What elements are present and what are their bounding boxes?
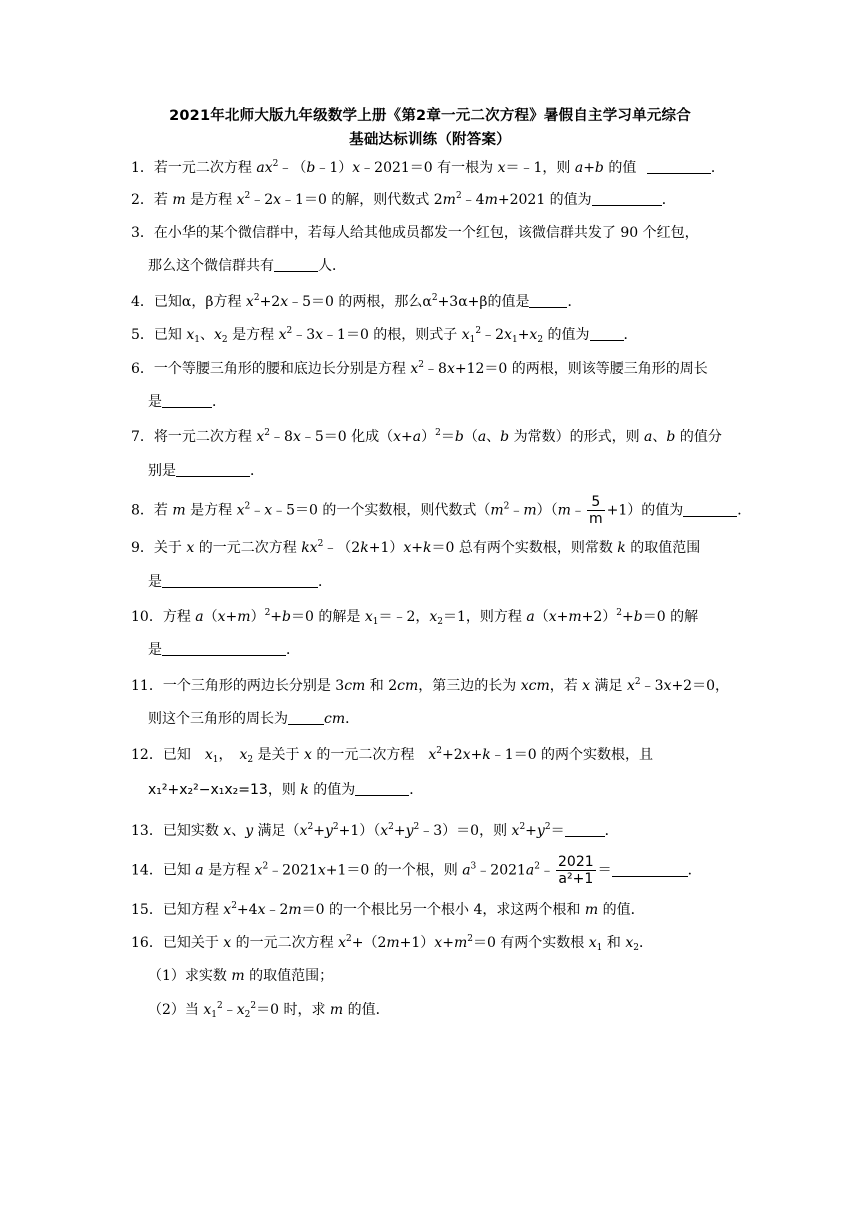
answer-blank[interactable] xyxy=(162,393,212,408)
answer-blank[interactable] xyxy=(592,191,662,206)
fraction: $\frac{5}{m}$ xyxy=(588,494,603,527)
problem-3: 3．在小华的某个微信群中，若每人给其他成员都发一个红包，该微信群共发了 90 个红包， xyxy=(131,225,699,241)
problem-4: 4．已知α，β方程 $x^2+2x﹣5=0$ 的两根，那么$\alpha^2+3\alpha+\beta$的值是 ． xyxy=(131,293,582,310)
problem-number: 1． xyxy=(131,160,154,176)
problem-8: 8．若 m 是方程 $x^2﹣x﹣5=0$ 的一个实数根，则代数式$(m^2﹣m)(m﹣$ $\frac{5}{m}$ +1）的值为 ． xyxy=(131,494,752,527)
answer-blank[interactable] xyxy=(288,710,324,725)
problem-13: 13．已知实数 x、y 满足$(x^2+y^2+1)(x^2+y^2﹣3)=0$，则 $x^2+y^2=$ ． xyxy=(131,822,619,839)
problem-10-cont: 是 ． xyxy=(148,642,300,658)
problem-12-cont: x₁²+x₂²−x₁x₂=13，则 k 的值为 ． xyxy=(148,782,424,798)
problem-14: 14．已知 a 是方程 $x^2﹣2021x+1=0$ 的一个根，则 $a^3﹣2021a^2﹣$ $\frac{2021}{\text{a²+1}}$ ＝ ． xyxy=(131,854,702,887)
problem-6: 6．一个等腰三角形的腰和底边长分别是方程 $x^2﹣8x+12=0$ 的两根，则该等腰三角形的周长 xyxy=(131,360,708,377)
problem-3-cont: 那么这个微信群共有 人． xyxy=(148,258,346,274)
problem-9-cont: 是 ． xyxy=(148,574,332,590)
answer-blank[interactable] xyxy=(647,159,711,174)
answer-blank[interactable] xyxy=(683,502,737,517)
answer-blank[interactable] xyxy=(612,862,688,877)
answer-blank[interactable] xyxy=(355,781,409,796)
document-title-line2: 基础达标训练（附答案） xyxy=(349,132,511,148)
problem-10: 10．方程 $a(x+m)^2+b=0$ 的解是 $x_1=﹣2$，$x_2=1$，则方程 $a(x+m+2)^2+b=0$ 的解 xyxy=(131,608,699,627)
problem-11-cont: 则这个三角形的周长为 cm． xyxy=(148,711,360,727)
problem-12: 12．已知 $x_1$， $x_2$ 是关于 x 的一元二次方程 $x^2+2x+k﹣1=0$ 的两个实数根，且 xyxy=(131,746,654,765)
problem-9: 9．关于 x 的一元二次方程 $kx^2﹣(2k+1)x+k=0$ 总有两个实数根，则常数 k 的取值范围 xyxy=(131,539,701,556)
answer-blank[interactable] xyxy=(590,326,624,341)
document-title-line1: 2021年北师大版九年级数学上册《第2章一元二次方程》暑假自主学习单元综合 xyxy=(169,108,691,124)
answer-blank[interactable] xyxy=(162,573,318,588)
problem-11: 11．一个三角形的两边长分别是 3cm 和 2cm，第三边的长为 xcm，若 x 满足 $x^2﹣3x+2=0$， xyxy=(131,677,729,694)
problem-16: 16．已知关于 x 的一元二次方程 $x^2+(2m+1)x+m^2=0$ 有两个实数根 $x_1$ 和 $x_2$． xyxy=(131,934,653,953)
answer-blank[interactable] xyxy=(176,462,250,477)
problem-7: 7．将一元二次方程 $x^2﹣8x﹣5=0$ 化成$(x+a)^2=b(a$、b 为常数）的形式，则 a、b 的值分 xyxy=(131,428,722,445)
answer-blank[interactable] xyxy=(565,822,605,837)
problem-7-cont: 别是 ． xyxy=(148,463,264,479)
problem-15: 15．已知方程 $x^2+4x﹣2m=0$ 的一个根比另一个根小 4，求这两个根和 m 的值． xyxy=(131,901,645,918)
problem-6-cont: 是 ． xyxy=(148,394,226,410)
answer-blank[interactable] xyxy=(529,293,567,308)
problem-16-part-2: （2）当 $x_1^2﹣x_2^2=0$ 时，求 m 的值． xyxy=(148,1001,390,1020)
answer-blank[interactable] xyxy=(274,257,318,272)
problem-2: 2．若 m 是方程 $x^2﹣2x﹣1=0$ 的解，则代数式 $2m^2﹣4m+2021$ 的值为 ． xyxy=(131,191,676,208)
equation-image: x₁²+x₂²−x₁x₂=13 xyxy=(148,782,268,798)
answer-blank[interactable] xyxy=(162,641,286,656)
fraction: $\frac{2021}{\text{a²+1}}$ xyxy=(558,854,594,887)
problem-1: 1．若一元二次方程 $ax^2﹣(b﹣1)x﹣2021=0$ 有一根为 x＝﹣1，则 a+b 的值 ． xyxy=(131,159,725,176)
problem-5: 5．已知 $x_1$、$x_2$ 是方程 $x^2﹣3x﹣1=0$ 的根，则式子 $x_1^2﹣2x_1+x_2$ 的值为 ． xyxy=(131,326,638,345)
problem-16-part-1: （1）求实数 m 的取值范围； xyxy=(148,968,334,984)
